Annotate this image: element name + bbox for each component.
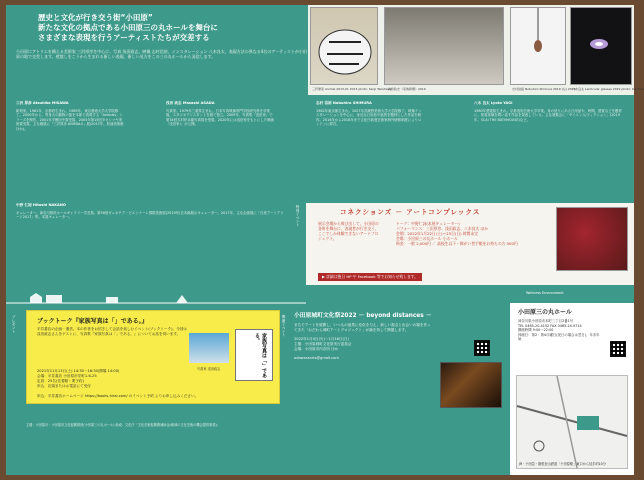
artist-misawa xyxy=(16,101,124,131)
curator-bio: キュレーター。神奈川県民ホールギャラリー学芸員。第58回ヴェネチア・ビエンナーレ国際美術展(2019年)日本館展示キュレーター。2017年、主な企画展に「日産アートアワード2017」等。本展キュレーター。 xyxy=(16,211,284,220)
festival-title: 小田原城町文化祭2022 － beyond distances － xyxy=(294,313,432,319)
photo-caption: 八木良太 Lenticular glasses 2019 photo: Kei Kato xyxy=(572,87,644,91)
present-label: プレゼント xyxy=(12,315,16,333)
venue-qr-code[interactable] xyxy=(610,341,626,357)
artist-bio: 1980年愛媛県生まれ。京都造形芸術大学卒業。身の回りにある日用品や、時間、感覚などを題材に、知覚体験を問い直す作品を発表している。主な展覧会に「サイエンス/フィクション」(2019年、SCAI THE BATHHOUSE)など。 xyxy=(474,109,622,122)
book-talk-text: 平井書店の企画・運営。本の作者をお招きして会話を楽しむイベント(ブックトーク)。今回は浅田政志さんをゲストに、写真集『家族写真は「」である。』についてお話を伺います。 xyxy=(37,327,187,337)
access-map xyxy=(516,375,628,469)
artist-name: 八木 良太 Lyota YAGI xyxy=(474,101,513,105)
curator-name: 中野 仁詞 Hitoshi NAKANO xyxy=(16,203,66,207)
cup-photo xyxy=(510,7,566,85)
social-links[interactable]: Wellness Environment xyxy=(526,291,564,295)
connections-details: トーク：中野仁詞(本展キュレーター) パフォーマンス：三沢厚彦、浅田政志、八木良太 ほか 会期：2022年1月22日(土)〜23日(日) 時間未定 会場：小田原三の丸ホール 小ホール 料金：一般 2,000円 ／ 高校生以下・障がい者手帳をお持ちの方 500円 xyxy=(396,221,518,246)
artist-name: 三沢 厚彦 Atsuhiko MISAWA xyxy=(16,101,69,105)
event-tag: 特別イベント xyxy=(296,205,300,227)
artist-shimura xyxy=(316,101,424,127)
book-cover-title: 家族写真は「」である。 xyxy=(254,333,267,378)
book-talk-panel xyxy=(26,310,280,404)
photo-strip xyxy=(308,5,644,95)
venue-access: JR・小田急・箱根登山鉄道「小田原駅」東口から徒歩約10分 xyxy=(519,462,606,466)
related-event-label: 関連イベント xyxy=(282,315,286,337)
title-line-3: さまざまな表現を行うアーティストたちが交差する xyxy=(38,33,210,42)
festival-text: まちでアートを展開し、いつもの風景に変化を与え、新しい視点と出会いの場を作ってきた「おだわら城町アートプロジェクト」が満を持して開催します。 xyxy=(294,323,431,332)
artist-asada xyxy=(166,101,274,127)
book-talk-url[interactable]: 申込：平井書店ホームページ https://books-hirai.com/ のイベント予約 よりお申し込みください。 xyxy=(37,394,199,398)
group-photo xyxy=(384,7,504,85)
title-line-1: 歴史と文化が行き交う街“小田原” xyxy=(38,13,153,22)
intro-text: 小田原にアトリエを構える美術家 三沢厚彦を中心に、写真 浅田政志、映像 志村信裕、インスタレーション 八木良太、表現方法の異なる4名のアーティストが小田原の地で交差します。壁越しをこうから生まれる新しい表現、新しい見方をこの三の丸ホールから発信します。 xyxy=(16,49,307,60)
connections-more-note[interactable]: ▶ 詳細は後日 HP や Facebook 等でお知らせ致します。 xyxy=(318,273,422,281)
connections-intro: 展示会場から飛び出して、小田原の各所を舞台に、表現者が行き交う、ここでしか体験できないアートプロジェクト。 xyxy=(318,221,379,241)
artist-bio: 1982年東京都生まれ。2007年武蔵野美術大学大学院修了。映像インスタレーションを中心に、身近な日用品や風景を題材にした作品を制作。2016年から2018年まで文化庁新進芸術家海外研修制度によりロンドンに滞在。 xyxy=(316,109,422,127)
venue-info: 神奈川県小田原市本町三丁目2番1号 TEL 0465-20-4152 FAX 0465-24-5714 開館時間 9:00〜22:00 休館日：第2・第4月曜日(祝日の場合は翌日)、年末年始 xyxy=(518,319,600,342)
curator-nakano xyxy=(16,203,284,220)
artist-bio: 彫刻家。1961年、京都府生まれ。1989年、東京藝術大学大学院修了。2000年から、等身大の動物の姿を木彫で表現する「Animals」シリーズを制作。2001年平櫛田中賞受賞、2005年第15回タカシマヤ美術賞受賞。主な個展に「三沢厚彦 ANIMALS」展(2017年、松濤美術館ほか)。 xyxy=(16,109,124,131)
photo-caption: 浅田政志《家族新聞》2019 xyxy=(388,87,426,91)
artist-name: 浅田 政志 Masashi ASADA xyxy=(166,101,215,105)
flyer xyxy=(6,5,644,475)
footer-note: 主催：小田原市・小田原市文化振興財団(小田原三の丸ホール) 助成：文化庁「文化芸術振興費補助金(地域の文化芸術の機会提供事業)」 xyxy=(26,423,220,427)
connections-title: コネクションズ － アートコンプレックス xyxy=(340,208,481,216)
title-line-2: 新たな文化の拠点である小田原三の丸ホールを舞台に xyxy=(38,23,218,32)
book-talk-title: ブックトーク『家族写真は「」である。』 xyxy=(37,318,148,325)
artist-yagi xyxy=(474,101,622,122)
author-photo xyxy=(189,333,229,363)
header xyxy=(16,13,308,60)
performance-photo xyxy=(556,207,628,271)
photo-caption: 志村信裕 Nobuhiro Shimura 2019 (左) 2018 xyxy=(512,87,576,91)
festival-panel xyxy=(294,310,506,428)
book-talk-event: 2021年11月13日(土) 14:30〜16:30(開場 14:00) 会場：平井書店 小田原市栄町1-6-25 定員：25名(先着順・要予約) 申込：店頭またはお電話にて受付 xyxy=(37,369,120,388)
festival-info: 2022年1月4日(火)〜1月16日(日) 主催：小田原城町文化祭実行委員会 会場：小田原市内各所 ほか xyxy=(294,337,352,351)
galaxy-photo xyxy=(570,7,632,85)
artist-name: 志村 信裕 Nobuhiro SHIMURA xyxy=(316,101,372,105)
artist-bio: 写真家。1979年三重県生まれ。日本写真映像専門学校研究科を卒業後、スタジオアシスタントを経て独立。2009年、写真集「浅田家」で第34回木村伊兵衛写真賞を受賞。2020年には浅田家をもとにした映画「浅田家!」が公開。 xyxy=(166,109,274,127)
author-caption: 写真家 浅田政志 xyxy=(197,367,221,371)
festival-qr-code[interactable] xyxy=(474,340,490,356)
photo-caption: 三沢厚彦 Animal 2013-01 2013 photo: Kenji Takahashi xyxy=(312,87,392,91)
festival-photo xyxy=(440,362,502,408)
festival-mail[interactable]: odawaraarts@gmail.com xyxy=(294,356,339,360)
connections-panel xyxy=(306,203,634,285)
venue-panel xyxy=(510,303,634,475)
venue-title: 小田原三の丸ホール xyxy=(518,309,572,316)
tiger-sculpture-photo xyxy=(310,7,378,85)
book-cover xyxy=(235,329,273,381)
